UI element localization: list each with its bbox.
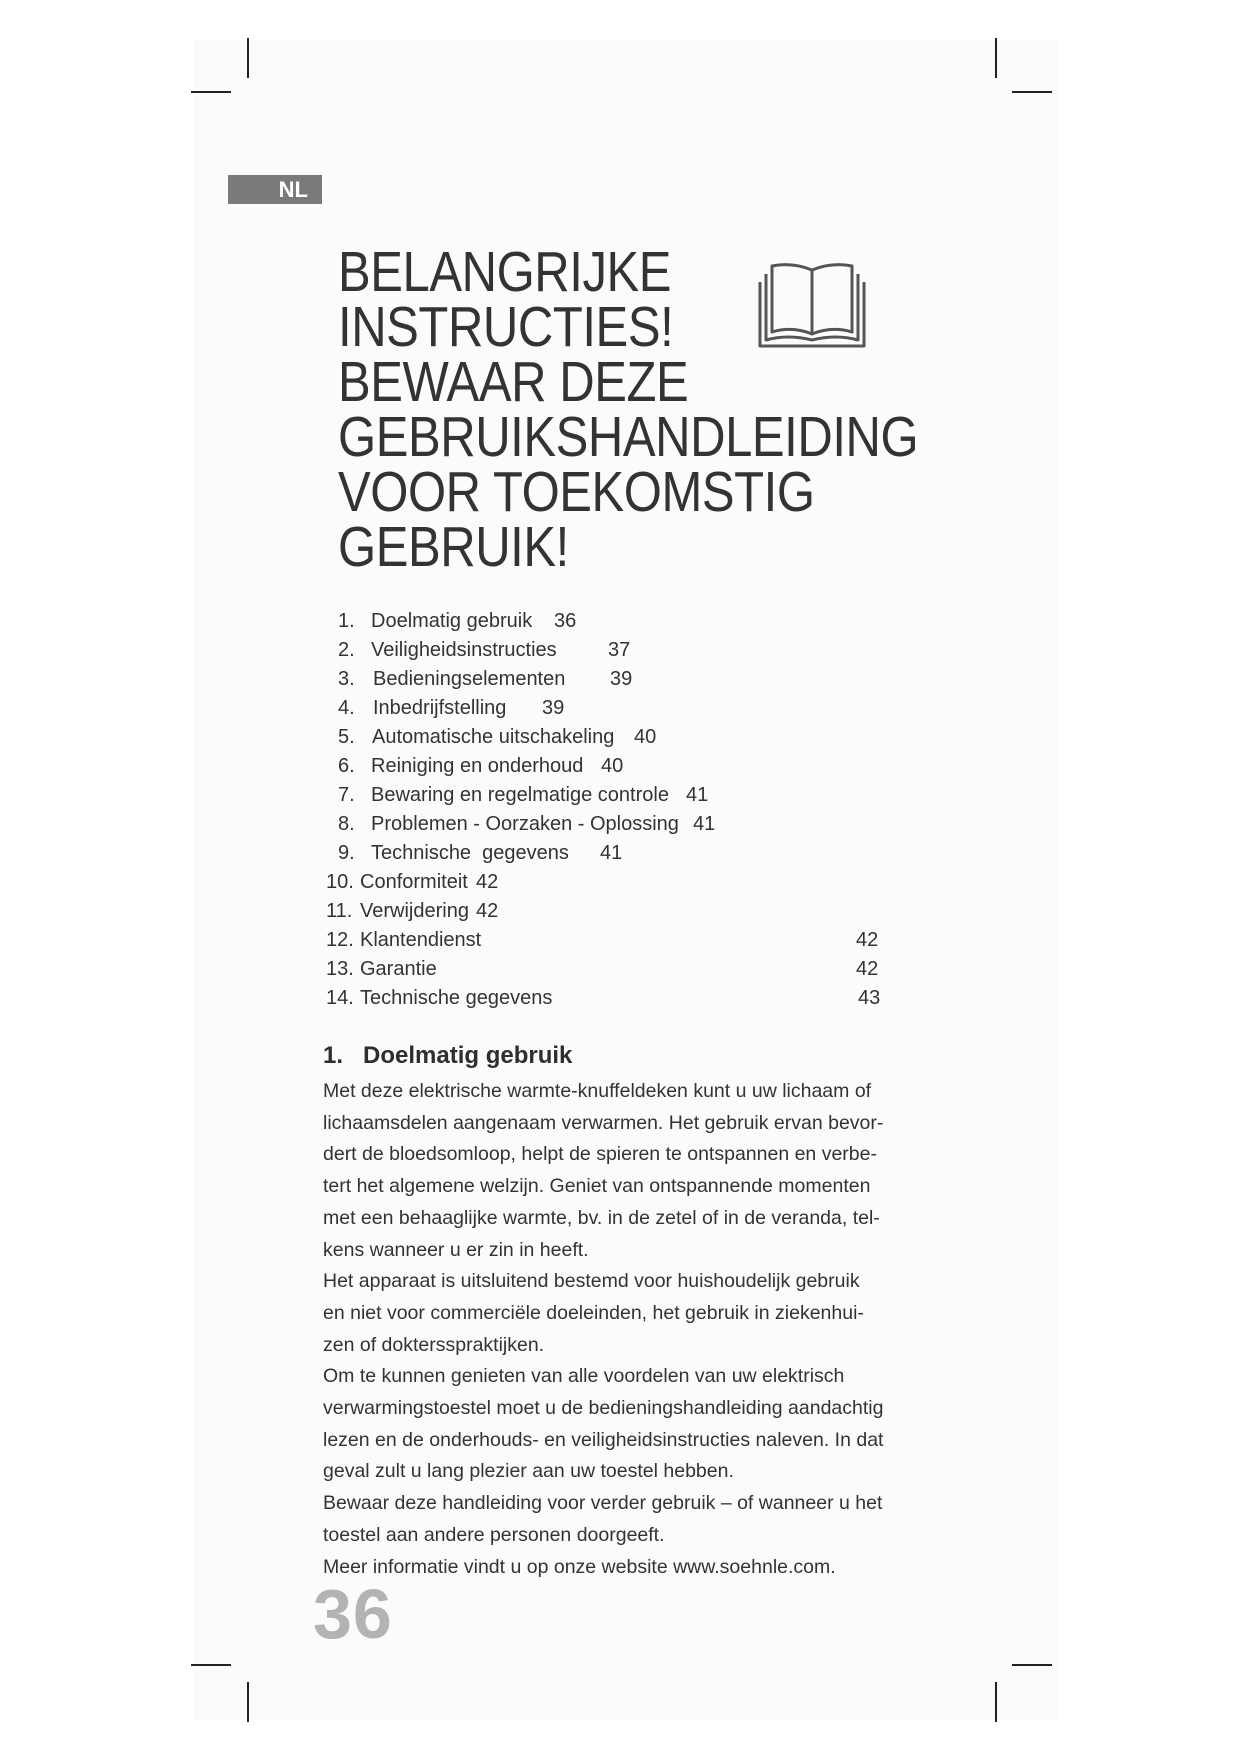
toc-item-label: Automatische uitschakeling bbox=[372, 726, 615, 748]
toc-item-page: 42 bbox=[856, 929, 879, 951]
toc-item[interactable] bbox=[322, 781, 882, 810]
crop-mark-top-left-horizontal bbox=[191, 91, 231, 93]
crop-mark-top-left-vertical bbox=[247, 38, 249, 78]
body-line: Bewaar deze handleiding voor verder gebruik – of wanneer u het bbox=[323, 1492, 883, 1515]
toc-item-number: 7. bbox=[338, 784, 355, 806]
toc-item-page: 37 bbox=[608, 639, 631, 661]
toc-item-label: Verwijdering bbox=[360, 900, 469, 922]
toc-item-label: Garantie bbox=[360, 958, 437, 980]
toc-item-page: 40 bbox=[634, 726, 657, 748]
toc-item-label: Bewaring en regelmatige controle bbox=[371, 784, 669, 806]
toc-item-page: 42 bbox=[476, 900, 499, 922]
toc-item-label: Veiligheidsinstructies bbox=[371, 639, 557, 661]
toc-item-number: 12. bbox=[326, 929, 354, 951]
title-line: BEWAAR DEZE bbox=[338, 350, 689, 414]
toc-item-page: 43 bbox=[858, 987, 881, 1009]
toc-item-number: 9. bbox=[338, 842, 355, 864]
body-line: zen of doktersspraktijken. bbox=[323, 1333, 545, 1356]
toc-item[interactable] bbox=[322, 897, 882, 926]
toc-item-label: Conformiteit bbox=[360, 871, 468, 893]
body-line: met een behaaglijke warmte, bv. in de zetel of in de veranda, tel- bbox=[323, 1206, 880, 1229]
body-line: geval zult u lang plezier aan uw toestel hebben. bbox=[323, 1460, 734, 1483]
toc-item-page: 39 bbox=[542, 697, 565, 719]
toc-item-label: Klantendienst bbox=[360, 929, 482, 951]
table-of-contents bbox=[322, 607, 882, 1013]
toc-item-number: 4. bbox=[338, 697, 355, 719]
section-number: 1. bbox=[323, 1042, 344, 1069]
toc-item-number: 11. bbox=[326, 900, 353, 922]
toc-item-page: 41 bbox=[600, 842, 623, 864]
body-line: en niet voor commerciële doeleinden, het gebruik in ziekenhui- bbox=[323, 1301, 864, 1324]
body-line: kens wanneer u er zin in heeft. bbox=[323, 1238, 589, 1261]
toc-item[interactable] bbox=[322, 752, 882, 781]
toc-item-number: 8. bbox=[338, 813, 355, 835]
body-line: Om te kunnen genieten van alle voordelen van uw elektrisch bbox=[323, 1365, 845, 1388]
toc-item[interactable] bbox=[322, 636, 882, 665]
toc-item-label: Bedieningselementen bbox=[373, 668, 566, 690]
title-line: INSTRUCTIES! bbox=[338, 295, 674, 359]
toc-item-number: 5. bbox=[338, 726, 355, 748]
toc-item[interactable] bbox=[322, 665, 882, 694]
toc-item-page: 42 bbox=[476, 871, 499, 893]
section-body bbox=[323, 1076, 923, 1583]
title-line: VOOR TOEKOMSTIG bbox=[338, 460, 815, 524]
body-line: toestel aan andere personen doorgeeft. bbox=[323, 1523, 665, 1546]
toc-item-label: Problemen - Oorzaken - Oplossing bbox=[371, 813, 679, 835]
toc-item-label: Inbedrijfstelling bbox=[373, 697, 507, 719]
toc-item[interactable] bbox=[322, 723, 882, 752]
body-line: Met deze elektrische warmte-knuffeldeken kunt u uw lichaam of bbox=[323, 1080, 872, 1102]
crop-mark-bottom-left-horizontal bbox=[191, 1664, 231, 1666]
body-line: verwarmingstoestel moet u de bedieningshandleiding aandachtig bbox=[323, 1397, 884, 1420]
body-line: dert de bloedsomloop, helpt de spieren te ontspannen en verbe- bbox=[323, 1143, 877, 1166]
section-heading bbox=[323, 1040, 572, 1072]
title-line: GEBRUIKSHANDLEIDING bbox=[338, 405, 919, 469]
toc-item-number: 2. bbox=[338, 639, 355, 661]
toc-item-number: 1. bbox=[338, 610, 355, 632]
open-book-icon bbox=[756, 260, 868, 350]
language-badge: NL bbox=[228, 175, 322, 204]
body-line: tert het algemene welzijn. Geniet van ontspannende momenten bbox=[323, 1175, 871, 1198]
toc-item-label: Technische gegevens bbox=[360, 987, 553, 1009]
body-line: Meer informatie vindt u op onze website www.soehnle.com. bbox=[323, 1555, 836, 1578]
toc-item-page: 41 bbox=[686, 784, 709, 806]
title-line: BELANGRIJKE bbox=[338, 240, 672, 304]
toc-item-number: 10. bbox=[326, 871, 354, 893]
toc-item-label: Doelmatig gebruik bbox=[371, 610, 533, 632]
toc-item-number: 6. bbox=[338, 755, 355, 777]
body-line: lichaamsdelen aangenaam verwarmen. Het gebruik ervan bevor- bbox=[323, 1111, 884, 1134]
crop-mark-top-right-vertical bbox=[995, 38, 997, 78]
body-line: Het apparaat is uitsluitend bestemd voor huishoudelijk gebruik bbox=[323, 1270, 860, 1293]
toc-item-page: 40 bbox=[601, 755, 624, 777]
section-title: Doelmatig gebruik bbox=[363, 1042, 573, 1069]
toc-item[interactable] bbox=[322, 607, 882, 636]
toc-item-page: 39 bbox=[610, 668, 633, 690]
crop-mark-bottom-right-vertical bbox=[995, 1682, 997, 1722]
toc-item-page: 42 bbox=[856, 958, 879, 980]
toc-item-number: 14. bbox=[326, 987, 354, 1009]
toc-item-number: 3. bbox=[338, 668, 355, 690]
body-line: lezen en de onderhouds- en veiligheidsinstructies naleven. In dat bbox=[323, 1428, 884, 1451]
toc-item[interactable] bbox=[322, 694, 882, 723]
toc-item[interactable] bbox=[322, 810, 882, 839]
toc-item-page: 41 bbox=[693, 813, 716, 835]
toc-item-label: Reiniging en onderhoud bbox=[371, 755, 584, 777]
toc-item[interactable] bbox=[322, 926, 882, 955]
toc-item[interactable] bbox=[322, 984, 882, 1013]
crop-mark-top-right-horizontal bbox=[1012, 91, 1052, 93]
toc-item-label: Technische gegevens bbox=[371, 842, 569, 864]
crop-mark-bottom-right-horizontal bbox=[1012, 1664, 1052, 1666]
page-number: 36 bbox=[313, 1575, 393, 1653]
toc-item[interactable] bbox=[322, 839, 882, 868]
title-line: GEBRUIK! bbox=[338, 515, 569, 579]
crop-mark-bottom-left-vertical bbox=[247, 1682, 249, 1722]
toc-item[interactable] bbox=[322, 955, 882, 984]
toc-item-page: 36 bbox=[554, 610, 577, 632]
toc-item-number: 13. bbox=[326, 958, 354, 980]
toc-item[interactable] bbox=[322, 868, 882, 897]
